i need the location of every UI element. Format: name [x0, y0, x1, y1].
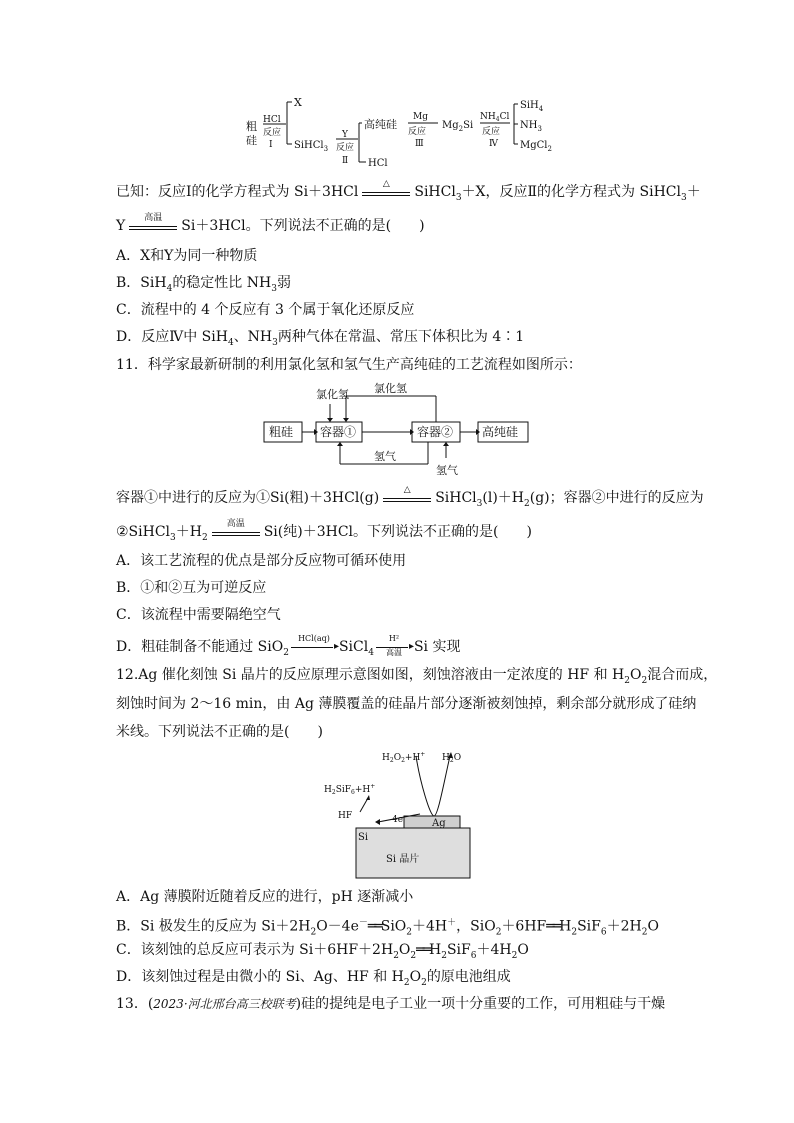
q10-option-c[interactable]: C．流程中的 4 个反应有 3 个属于氧化还原反应 — [116, 302, 415, 318]
q11-reaction-line-1: 容器①中进行的反应为①Si(粗)＋3HCl(g) △ $SiHCl_3(l)+H_2(g)$；容器②中进行的反应为 — [116, 485, 704, 509]
q12-option-a[interactable]: A．Ag 薄膜附近随着反应的进行，pH 逐渐减小 — [116, 889, 414, 905]
label-hf: HF — [338, 811, 353, 821]
h2-recycle-label: 氢气 — [374, 450, 396, 463]
q12-stem-line-1: 12.Ag 催化刻蚀 Si 晶片的反应原理示意图如图，刻蚀溶液由一定浓度的 HF 和 $H_2O_2$混合而成， — [116, 667, 718, 686]
label-si: Si — [358, 832, 369, 843]
crude-si-label-bottom: 硅 — [246, 134, 257, 147]
q10-option-d[interactable]: D．反应Ⅳ中 SiH$_4$、$NH_3$两种气体在常温、常压下体积比为 4∶1 — [116, 329, 525, 348]
label-h2o: $H_2O$ — [442, 753, 462, 764]
reaction-4-label: 反应 — [482, 127, 501, 137]
box-container-1: 容器① — [320, 425, 357, 439]
q12-stem-line-3: 米线。下列说法不正确的是( ) — [116, 724, 323, 740]
q10-condition-line-1: 已知：反应Ⅰ的化学方程式为 Si＋3HCl △ SiHCl$_3$＋X，反应Ⅱ的化学方程式为 SiHCl$_3$＋ — [116, 179, 701, 203]
q10-condition-line-2: Y 高温 Si＋3HCl。下列说法不正确的是( ) — [116, 213, 425, 234]
product-sihcl3: SiHCl$_3$ — [294, 140, 329, 153]
q10-option-a[interactable]: A．X和Y为同一种物质 — [116, 248, 258, 264]
reaction-2-number: Ⅱ — [342, 156, 349, 166]
hcl-recycle-label: 氯化氢 — [374, 382, 407, 395]
hcl-aq-arrow: HCl(aq) ▸ — [289, 636, 339, 658]
product-x: X — [294, 96, 302, 109]
q10-option-b[interactable]: B．SiH$_4$的稳定性比 $NH_3$弱 — [116, 275, 291, 294]
q11-option-d[interactable]: D．粗硅制备不能通过 SiO$_2$ HCl(aq) ▸ SiCl$_4$ H² ▸ 高温 Si 实现 — [116, 634, 461, 658]
q12-option-b[interactable]: B．Si 极发生的反应为 $Si+2H_2O-4e^-══SiO_2+4H^+$，$SiO_2+6HF══H_2SiF_6+2H_2O$ — [116, 918, 659, 938]
label-ag: Ag — [432, 818, 446, 829]
crude-si-label-top: 粗 — [246, 120, 257, 133]
product-hcl: HCl — [368, 158, 388, 169]
product-nh3: $NH_3$ — [520, 120, 542, 133]
product-sih4: SiH$_4$ — [520, 100, 544, 113]
high-temp-arrow: 高温 — [208, 522, 264, 542]
q11-flow-diagram — [260, 382, 540, 478]
reaction-4-number: Ⅳ — [489, 139, 498, 149]
q11-option-c[interactable]: C．该流程中需要隔绝空气 — [116, 607, 281, 623]
high-temp-arrow: 高温 — [125, 216, 181, 236]
compound-mg2si: $Mg_2Si$ — [442, 120, 474, 133]
label-h2o2-h: $H_2O_2+H^+$ — [382, 751, 426, 764]
reagent-hcl: HCl — [263, 115, 281, 125]
reagent-y: Y — [342, 130, 348, 140]
box-container-2: 容器② — [417, 425, 454, 439]
reaction-2-label: 反应 — [336, 143, 355, 153]
q13-source: 2023·河北邢台高三校联考 — [153, 997, 296, 1011]
reaction-3-label: 反应 — [408, 127, 427, 137]
q12-option-d[interactable]: D．该刻蚀过程是由微小的 Si、Ag、HF 和 $H_2O_2$的原电池组成 — [116, 969, 511, 988]
silicon-process-scheme — [230, 92, 570, 172]
heat-arrow: △ — [379, 488, 435, 508]
q11-reaction-line-2: $②SiHCl_3+H_2$ 高温 Si(纯)＋3HCl。下列说法不正确的是( ) — [116, 519, 532, 543]
q12-option-c[interactable]: C．该刻蚀的总反应可表示为 $Si+6HF+2H_2O_2══H_2SiF_6+4H_2O$ — [116, 942, 529, 961]
label-h2sif6: $H_2SiF_6+H^+$ — [324, 783, 376, 796]
heat-arrow: △ — [358, 182, 414, 202]
label-si-wafer: Si 晶片 — [386, 854, 420, 865]
q12-etching-diagram — [320, 742, 480, 880]
q11-option-a[interactable]: A．该工艺流程的优点是部分反应物可循环使用 — [116, 553, 407, 569]
q13-stem: 13．(2023·河北邢台高三校联考)硅的提纯是电子工业一项十分重要的工作，可用粗硅与干燥 — [116, 996, 666, 1012]
label-electron: 4e− — [392, 813, 409, 825]
box-crude-si: 粗硅 — [269, 425, 294, 439]
q11-stem: 11．科学家最新研制的利用氯化氢和氢气生产高纯硅的工艺流程如图所示： — [116, 357, 582, 373]
high-purity-si: 高纯硅 — [364, 118, 397, 131]
reagent-mg: Mg — [413, 112, 428, 122]
h2-input-label: 氢气 — [436, 464, 458, 477]
reaction-3-number: Ⅲ — [415, 139, 424, 149]
box-high-purity-si: 高纯硅 — [482, 425, 519, 439]
q12-stem-line-2: 刻蚀时间为 2～16 min，由 Ag 薄膜覆盖的硅晶片部分逐渐被刻蚀掉，剩余部分就形成了硅纳 — [116, 696, 697, 712]
q11-option-b[interactable]: B．①和②互为可逆反应 — [116, 580, 267, 596]
product-mgcl2: MgCl$_2$ — [520, 140, 552, 153]
reaction-1-label: 反应 — [263, 128, 282, 138]
reagent-nh4cl: $NH_4Cl$ — [480, 112, 510, 123]
hcl-input-label: 氯化氢 — [316, 388, 349, 401]
h2-high-temp-arrow: H² ▸ 高温 — [374, 636, 414, 658]
reaction-1-number: Ⅰ — [269, 140, 273, 150]
